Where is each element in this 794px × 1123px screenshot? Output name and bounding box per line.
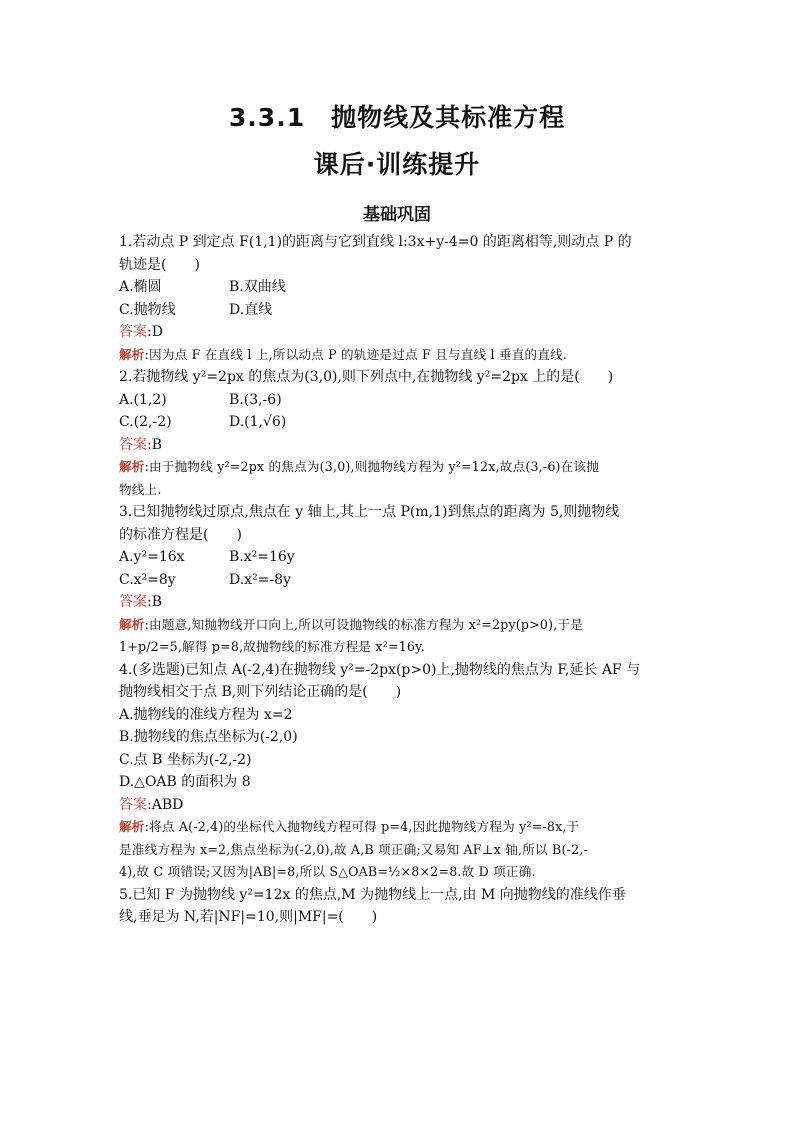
q3-option-c: C.x²=8y	[119, 571, 176, 588]
answer-value: :ABD	[147, 796, 184, 813]
q4-option-c: C.点 B 坐标为(-2,-2)	[119, 751, 252, 768]
q3-options-row2	[119, 569, 679, 592]
q2-option-a: A.(1,2)	[119, 391, 167, 408]
q3-options-row1	[119, 546, 679, 569]
q1-solution-line1	[119, 344, 679, 367]
q3-stem-line2: 的标准方程是( )	[119, 526, 242, 543]
q2-option-b: B.(3,-6)	[229, 391, 282, 408]
q2-option-d: D.(1,√6)	[229, 414, 287, 430]
solution-label: 解析	[119, 819, 145, 834]
q2-option-c: C.(2,-2)	[119, 414, 172, 430]
q3-option-a: A.y²=16x	[119, 549, 185, 565]
solution-text: :由于抛物线 y²=2px 的焦点为(3,0),则抛物线方程为 y²=12x,故点(3,-6)在该抛	[144, 459, 600, 474]
section-heading: 基础巩固	[363, 205, 431, 225]
answer-label: 答案	[119, 436, 147, 453]
q4-option-a: A.抛物线的准线方程为 x=2	[119, 706, 293, 723]
q1-option-c: C.抛物线	[119, 301, 176, 318]
q1-option-a: A.椭圆	[119, 279, 162, 295]
q1-options-row1	[119, 276, 679, 299]
solution-label: 解析	[119, 346, 145, 362]
q2-solution-line1	[119, 456, 679, 479]
q5-stem-line1: 5.已知 F 为抛物线 y²=12x 的焦点,M 为抛物线上一点,由 M 向抛物线的准线作垂	[119, 886, 626, 903]
q3-option-b: B.x²=16y	[229, 549, 295, 565]
q4-answer	[119, 794, 679, 817]
answer-value: :B	[147, 594, 163, 610]
q1-answer	[119, 321, 679, 344]
q4-solution-line3: 4),故 C 项错误;又因为|AB|=8,所以 S△OAB=½×8×2=8.故 D 项正确.	[119, 864, 536, 879]
q3-answer	[119, 591, 679, 614]
q1-options-row2	[119, 299, 679, 322]
answer-value: :B	[147, 436, 163, 453]
solution-text: :因为点 F 在直线 l 上,所以动点 P 的轨迹是过点 F 且与直线 l 垂直的直线.	[144, 346, 568, 362]
q4-solution-line1	[119, 816, 679, 839]
q4-option-b: B.抛物线的焦点坐标为(-2,0)	[119, 729, 298, 745]
solution-label: 解析	[119, 616, 145, 632]
q2-options-row2	[119, 411, 679, 434]
question-list	[119, 231, 679, 929]
q4-option-d: D.△OAB 的面积为 8	[119, 774, 251, 790]
solution-text: :将点 A(-2,4)的坐标代入抛物线方程可得 p=4,因此抛物线方程为 y²=-8x,于	[144, 819, 580, 834]
q1-stem-line2: 轨迹是( )	[119, 256, 200, 273]
answer-label: 答案	[119, 594, 147, 610]
q4-solution-line2: 是准线方程为 x=2,焦点坐标为(-2,0),故 A,B 项正确;又易知 AF⊥x 轴,所以 B(-2,-	[119, 841, 588, 857]
answer-label: 答案	[119, 324, 147, 340]
q1-option-b: B.双曲线	[229, 279, 286, 295]
q2-options-row1	[119, 389, 679, 412]
q2-answer	[119, 434, 679, 457]
answer-label: 答案	[119, 796, 147, 813]
q1-stem-line1: 1.若动点 P 到定点 F(1,1)的距离与它到直线 l:3x+y-4=0 的距离相等,则动点 P 的	[119, 234, 632, 250]
answer-value: :D	[147, 324, 163, 340]
solution-text: :由题意,知抛物线开口向上,所以可设抛物线的标准方程为 x²=2py(p>0),于是	[144, 616, 584, 632]
q4-stem-line1: 4.(多选题)已知点 A(-2,4)在抛物线 y²=-2px(p>0)上,抛物线的焦点为 F,延长 AF 与	[119, 661, 641, 678]
q1-option-d: D.直线	[229, 301, 273, 318]
q2-stem-line1: 2.若抛物线 y²=2px 的焦点为(3,0),则下列点中,在抛物线 y²=2px 上的是( )	[119, 369, 614, 385]
q3-option-d: D.x²=-8y	[229, 571, 291, 588]
q3-stem-line1: 3.已知抛物线过原点,焦点在 y 轴上,其上一点 P(m,1)到焦点的距离为 5,则抛物线	[119, 504, 620, 520]
q3-solution-line1	[119, 614, 679, 637]
q3-solution-line2: 1+p/2=5,解得 p=8,故抛物线的标准方程是 x²=16y.	[119, 639, 425, 654]
q2-solution-line2: 物线上.	[119, 481, 162, 497]
q4-stem-line2: 抛物线相交于点 B,则下列结论正确的是( )	[119, 684, 402, 700]
lesson-title: 3.3.1 抛物线及其标准方程	[228, 103, 566, 132]
lesson-subtitle: 课后·训练提升	[313, 150, 481, 179]
q5-stem-line2: 线,垂足为 N,若|NF|=10,则|MF|=( )	[119, 909, 378, 925]
solution-label: 解析	[119, 459, 145, 474]
